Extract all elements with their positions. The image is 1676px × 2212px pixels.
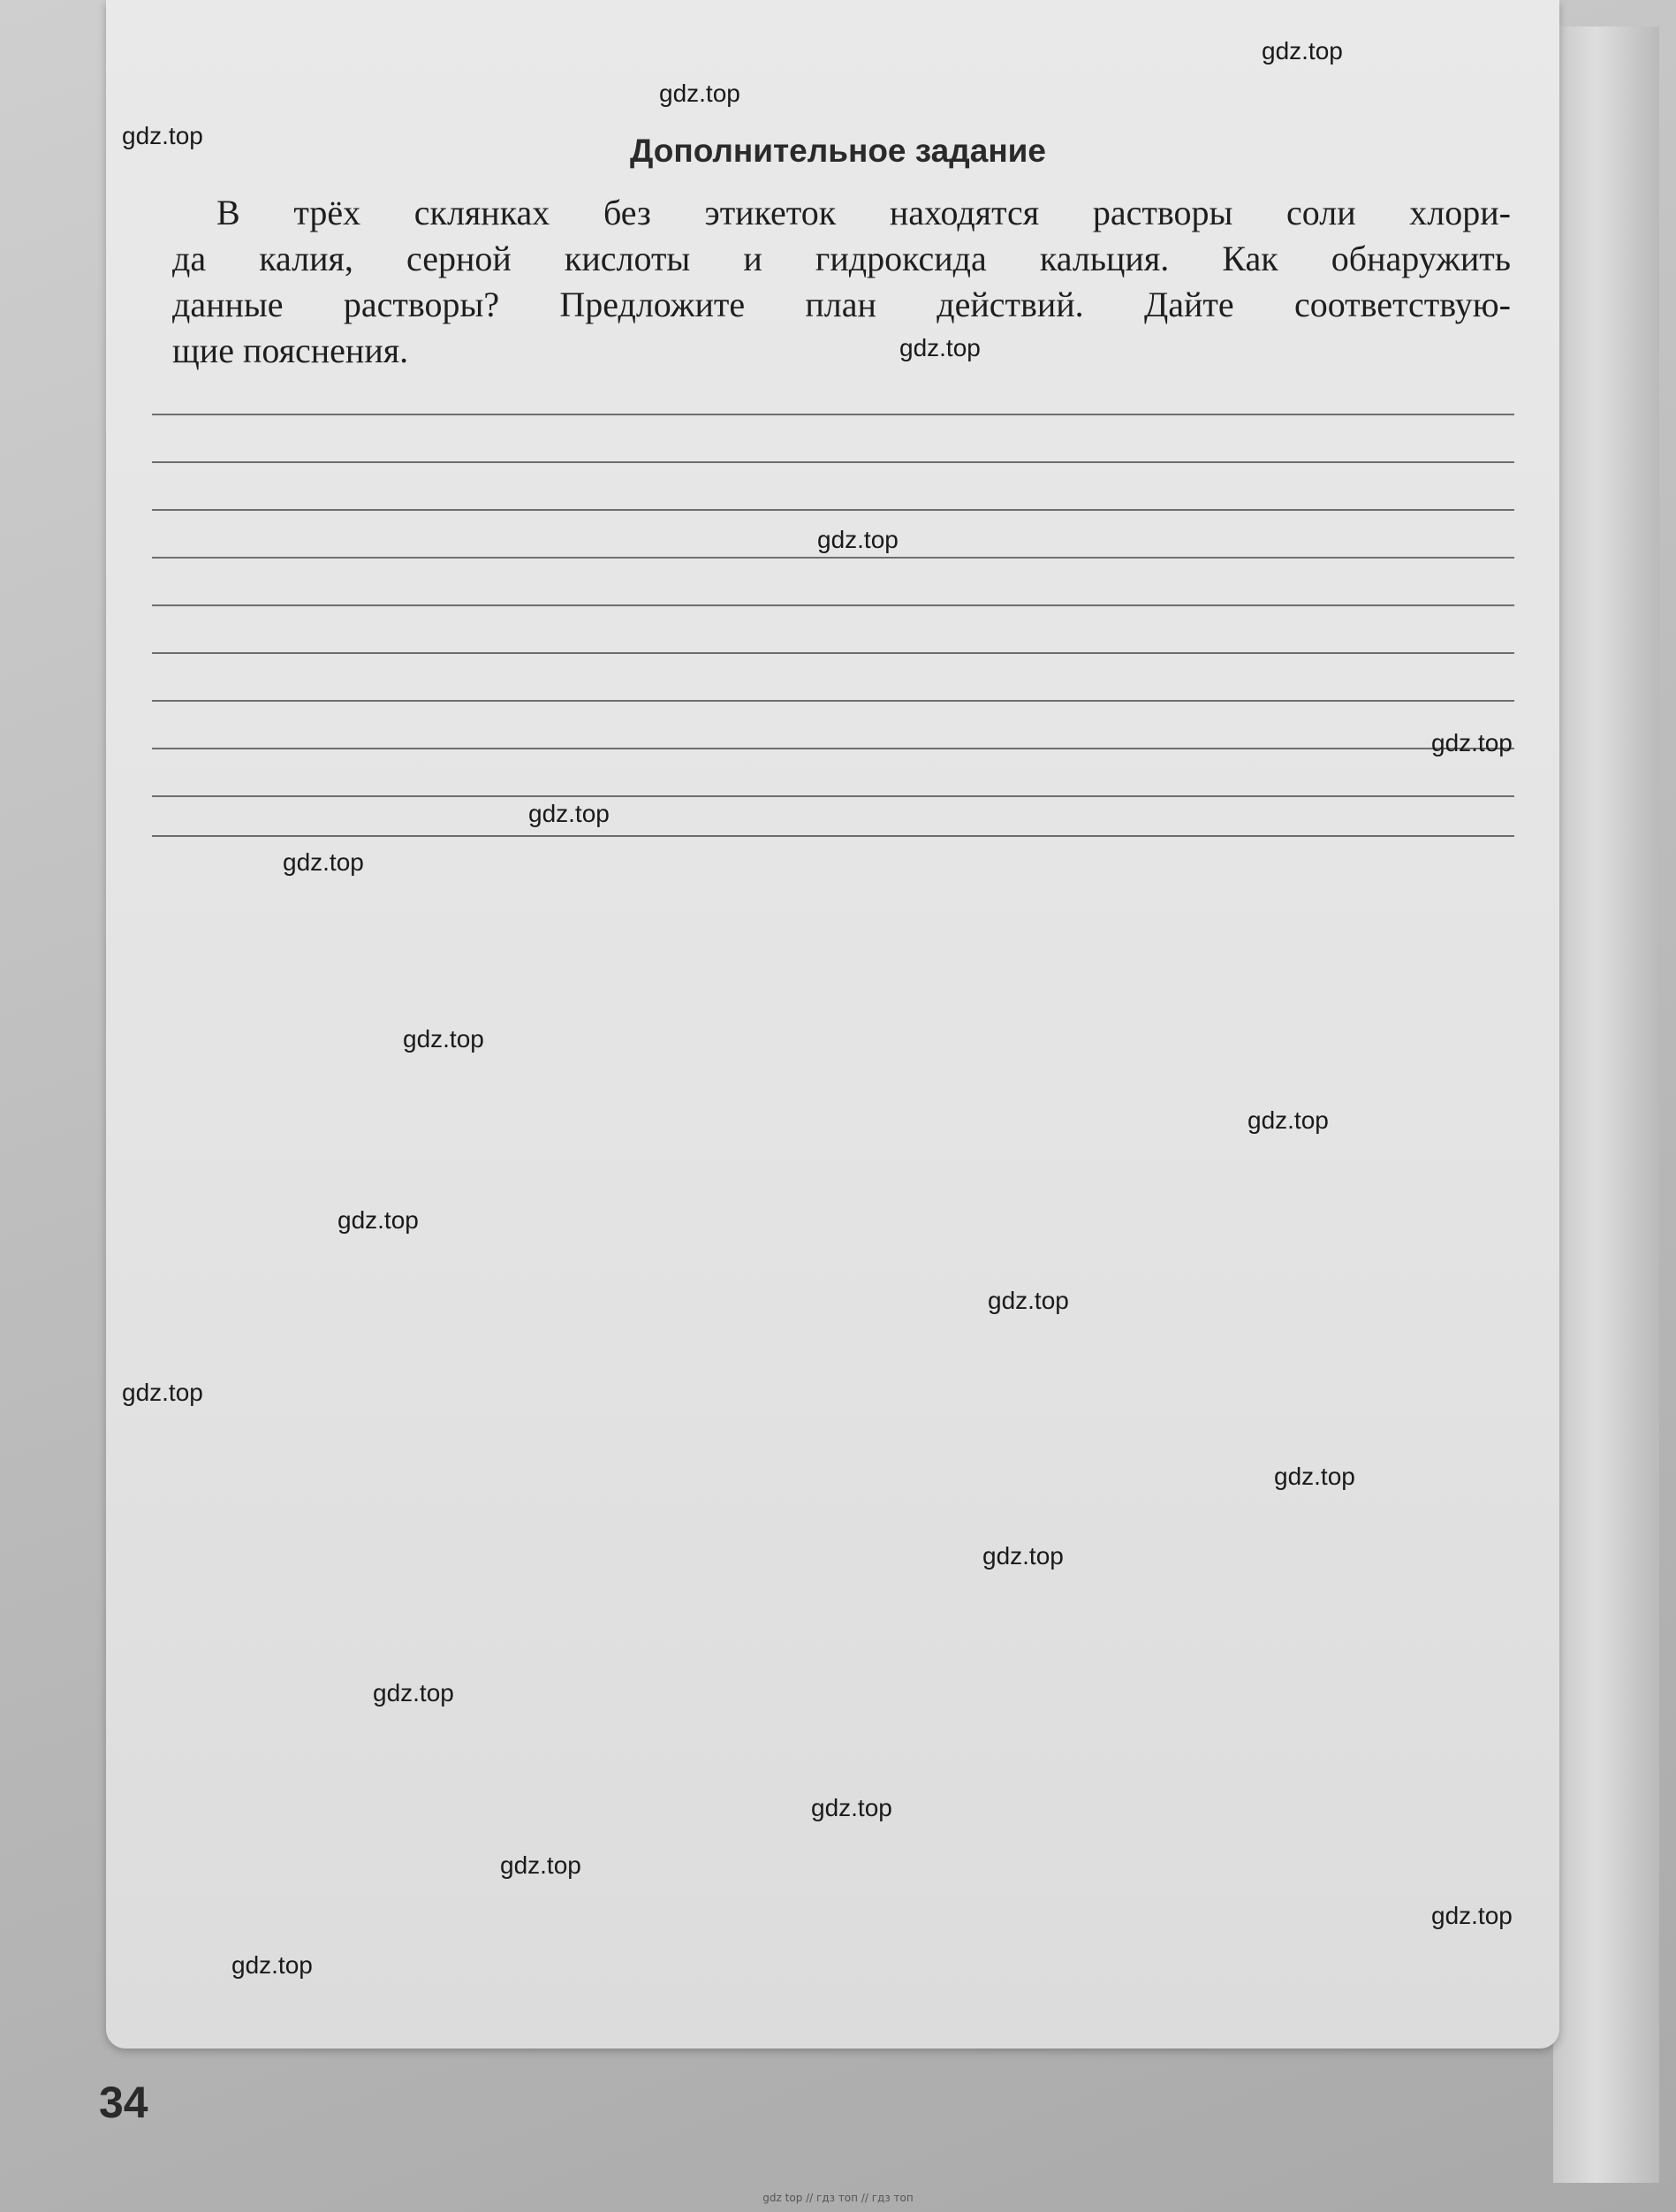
watermark-text: gdz.top [337,1206,419,1234]
watermark-text: gdz.top [500,1851,581,1879]
answer-line[interactable] [152,461,1514,463]
answer-line[interactable] [152,509,1514,511]
task-text [172,190,1511,374]
answer-line[interactable] [152,748,1514,749]
watermark-text: gdz.top [988,1287,1069,1314]
task-text-line: щие пояснения. [172,331,409,370]
page-number: 34 [99,2078,148,2127]
watermark-text: gdz.top [899,334,981,361]
answer-line[interactable] [152,557,1514,559]
watermark-text: gdz.top [231,1951,313,1979]
watermark-text: gdz.top [403,1025,484,1053]
task-text-line: В трёх склянках без этикеток находятся растворы соли хлори- [216,193,1511,232]
task-text-line: да калия, серной кислоты и гидроксида кальция. Как обнаружить [172,239,1511,278]
answer-line[interactable] [152,700,1514,702]
watermark-text: gdz.top [122,122,203,149]
answer-line[interactable] [152,604,1514,606]
watermark-text: gdz.top [1431,729,1513,756]
watermark-text: gdz.top [659,80,740,107]
watermark-text: gdz.top [528,800,610,827]
watermark-text: gdz.top [982,1542,1064,1570]
watermark-text: gdz.top [1262,37,1343,65]
watermark-text: gdz.top [122,1379,203,1406]
answer-line[interactable] [152,652,1514,654]
answer-line[interactable] [152,835,1514,837]
watermark-text: gdz.top [1431,1902,1513,1929]
watermark-text: gdz.top [1274,1463,1355,1490]
watermark-text: gdz.top [373,1679,454,1707]
watermark-text: gdz.top [811,1794,892,1821]
watermark-text: gdz.top [283,848,364,876]
task-text-line: данные растворы? Предложите план действий. Дайте соответствую- [172,285,1511,324]
watermark-text: gdz.top [1248,1106,1329,1134]
answer-line[interactable] [152,414,1514,415]
footer-links[interactable]: gdz top // гдз топ // гдз топ [762,2192,914,2204]
page-edge-shadow [1553,27,1659,2183]
task-title: Дополнительное задание [629,133,1046,169]
watermark-text: gdz.top [817,526,899,553]
answer-line[interactable] [152,795,1514,797]
